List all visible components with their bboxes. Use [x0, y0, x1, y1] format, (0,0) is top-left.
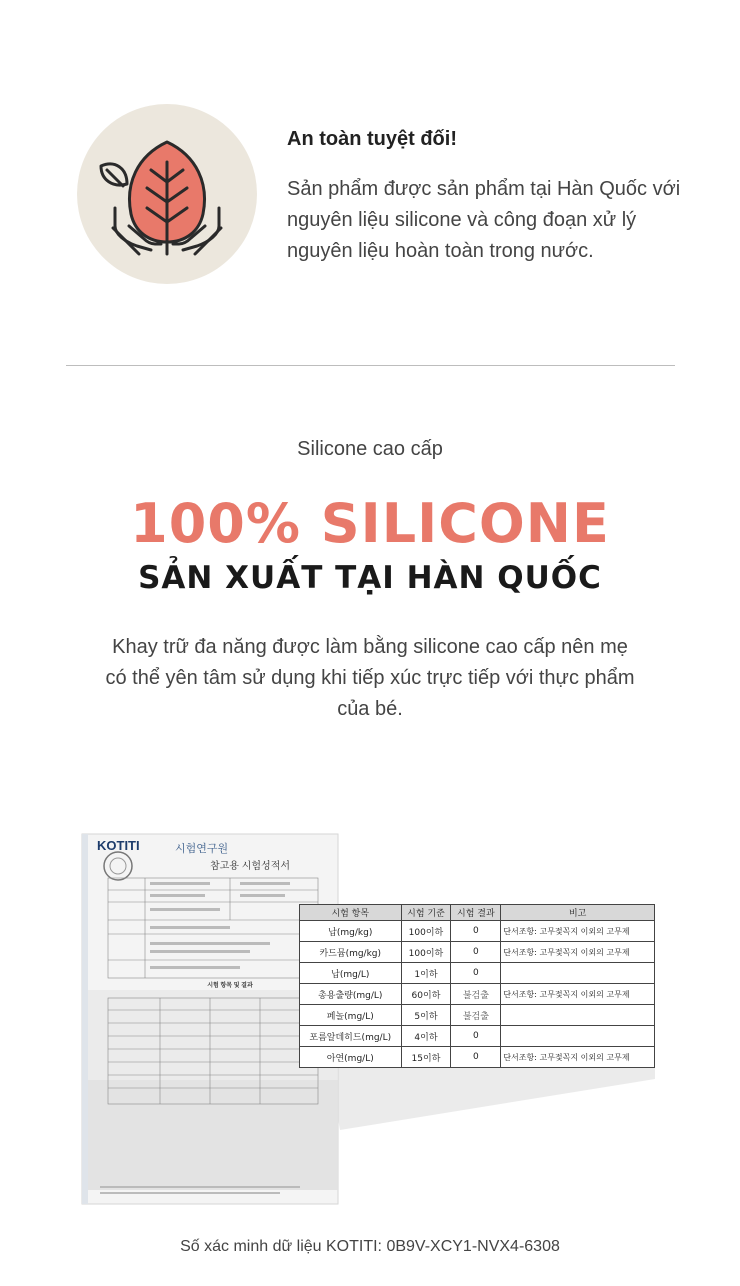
table-row: [300, 984, 655, 1005]
table-cell: 100이하: [401, 942, 451, 963]
table-cell: 4이하: [401, 1026, 451, 1047]
table-row: [300, 921, 655, 942]
table-cell: 0: [451, 963, 501, 984]
feature-icon-badge: [77, 104, 257, 284]
table-cell: [501, 1026, 655, 1047]
table-cell: 100이하: [401, 921, 451, 942]
table-cell: 15이하: [401, 1047, 451, 1068]
table-cell: 1이하: [401, 963, 451, 984]
certificate-section-title: 시험 항목 및 결과: [207, 983, 253, 989]
table-cell: 단서조항: 고무젖꼭지 이외의 고무제: [501, 942, 655, 963]
table-cell: 0: [451, 1047, 501, 1068]
table-cell: 불검출: [451, 1005, 501, 1026]
table-cell: 포름알데히드(mg/L): [300, 1026, 402, 1047]
table-header-cell: 시험 결과: [451, 905, 501, 921]
feature-description: Sản phẩm được sản phẩm tại Hàn Quốc với nguyên liệu silicone và công đoạn xử lý nguyên liệu hoàn toàn trong nước.: [287, 178, 681, 262]
section-description: Khay trữ đa năng được làm bằng silicone cao cấp nên mẹ có thể yên tâm sử dụng khi tiếp xúc trực tiếp với thực phẩm của bé.: [105, 636, 635, 720]
table-cell: 불검출: [451, 984, 501, 1005]
leaf-in-hands-icon: [77, 104, 257, 284]
section-divider: [66, 365, 675, 366]
table-cell: 납(mg/L): [300, 963, 402, 984]
table-header-cell: 비고: [501, 905, 655, 921]
certificate-logo: KOTITI: [97, 838, 140, 853]
table-cell: [501, 1005, 655, 1026]
table-cell: 60이하: [401, 984, 451, 1005]
table-cell: 0: [451, 921, 501, 942]
certificate-results-table: [299, 904, 655, 1068]
table-cell: 페놀(mg/L): [300, 1005, 402, 1026]
certificate-image: [80, 830, 660, 1210]
table-cell: 단서조항: 고무젖꼭지 이외의 고무제: [501, 984, 655, 1005]
table-cell: 5이하: [401, 1005, 451, 1026]
section-headline: 100% SILICONE: [130, 492, 610, 555]
section-subtitle: Silicone cao cấp: [297, 438, 443, 460]
table-row: [300, 963, 655, 984]
table-header-cell: 시험 기준: [401, 905, 451, 921]
table-cell: 총용출량(mg/L): [300, 984, 402, 1005]
table-header-row: [300, 905, 655, 921]
table-cell: 단서조항: 고무젖꼭지 이외의 고무제: [501, 921, 655, 942]
table-row: [300, 942, 655, 963]
table-cell: 0: [451, 942, 501, 963]
table-row: [300, 1047, 655, 1068]
table-cell: 아연(mg/L): [300, 1047, 402, 1068]
feature-section: [0, 0, 740, 340]
certificate-document-title: 참고용 시험성적서: [209, 861, 291, 872]
table-row: [300, 1026, 655, 1047]
section-subheadline: SẢN XUẤT TẠI HÀN QUỐC: [138, 560, 602, 596]
table-cell: 단서조항: 고무젖꼭지 이외의 고무제: [501, 1047, 655, 1068]
table-cell: 납(mg/kg): [300, 921, 402, 942]
certificate-logo-sub: 시험연구원: [175, 843, 229, 855]
table-cell: 0: [451, 1026, 501, 1047]
feature-title: An toàn tuyệt đối!: [287, 128, 457, 150]
verification-footnote: Số xác minh dữ liệu KOTITI: 0B9V-XCY1-NVX4-6308: [180, 1238, 560, 1255]
table-cell: [501, 963, 655, 984]
table-cell: 카드뮴(mg/kg): [300, 942, 402, 963]
table-header-cell: 시험 항목: [300, 905, 402, 921]
table-row: [300, 1005, 655, 1026]
